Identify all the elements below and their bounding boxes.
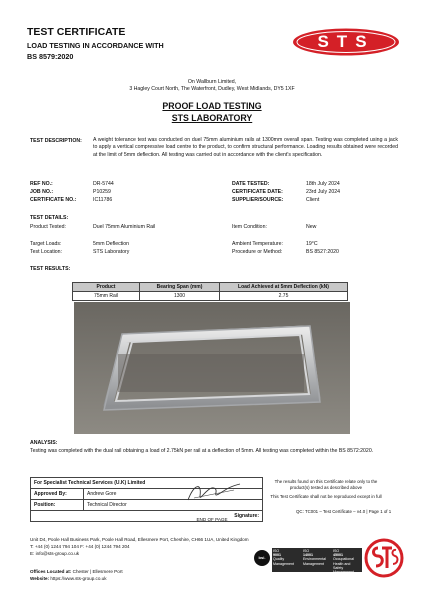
footer-offices [30,568,123,576]
iso-45001-label: ISO [333,549,340,553]
cert-no-value: IC11786 [93,197,113,203]
footer-address: Unit D4, Poole Hall Business Park, Poole Hall Road, Ellesmere Port, Cheshire, CH66 1UA, United Kingdom [30,537,249,542]
procedure-value: BS 8527:2020 [306,249,339,255]
standard-reference: BS 8579:2020 [27,52,74,61]
approved-label: Approved By: [31,489,84,500]
supplier-value: Client [306,197,320,203]
date-tested-label: DATE TESTED: [232,181,270,187]
cell-load: 2.75 [220,292,348,301]
client-address: 3 Hagley Court North, The Waterfront, Dudley, West Midlands, DY5 1XF [129,86,295,92]
footer-website [30,576,107,581]
note-line-3: This Test Certificate shall not be reproduced except in full [270,494,382,499]
end-of-page: END OF PAGE [196,517,228,522]
signature-image [184,478,244,508]
note-line-1: The results found on this Certificate relate only to the [274,479,378,484]
analysis-label: ANALYSIS: [30,440,58,446]
iso-9001-code: 9001 [273,553,281,558]
certificate-title: TEST CERTIFICATE [27,26,126,38]
sts-logo [292,28,400,56]
location-value: STS Laboratory [93,249,130,255]
date-tested-value: 18th July 2024 [306,181,340,187]
bsi-badge-icon [254,550,270,566]
signature-label: Signature: [31,511,263,522]
iso-14001-code: 14001 [303,553,313,558]
table-row [73,292,348,301]
ref-value: DR-5744 [93,181,114,187]
cell-product: 75mm Rail [73,292,140,301]
signoff-notes [255,479,397,500]
note-line-2: product(s) tested as described above [289,485,363,490]
footer-phone: T: +44 (0) 1244 794 104 F: +44 (0) 1244 794 204 [30,544,130,549]
certificate-subtitle: LOAD TESTING IN ACCORDANCE WITH [27,41,164,50]
cert-date-value: 23rd July 2024 [306,189,341,195]
iso-9001-label: ISO [273,549,280,553]
iso-14001-desc: Environmental Management [303,557,326,566]
results-header-row [73,283,348,292]
heading-proof-load: PROOF LOAD TESTING [162,101,262,111]
col-product: Product [73,283,140,292]
offices-value: Chester | Ellesmere Port [72,569,123,574]
iso-45001-desc: Occupational Health and Safety Management [333,557,354,575]
test-photo [74,302,350,434]
details-label: TEST DETAILS: [30,215,69,221]
approved-value: Andrew Gore [84,489,263,500]
signoff-company: For Specialist Technical Services (U.K) Limited [31,478,263,489]
ambient-value: 19°C [306,241,318,247]
iso-45001-badge [332,548,362,575]
iso-14001-badge [302,548,332,572]
product-value: Duel 75mm Aluminium Rail [93,224,156,230]
procedure-label: Procedure or Method: [232,249,283,255]
iso-9001-badge [272,548,302,572]
cert-date-label: CERTIFICATE DATE: [232,189,283,195]
col-load: Load Achieved at 5mm Deflection (kN) [220,283,348,292]
cell-span: 1300 [140,292,220,301]
iso-9001-desc: Quality Management [273,557,294,566]
job-value: P10259 [93,189,111,195]
analysis-text: Testing was completed with the dual rail obtaining a load of 2.75kN per rail at a deflection of 5mm. All testing was completed within the BS 8572:2020. [30,448,374,454]
position-label: Position: [31,500,84,511]
cert-no-label: CERTIFICATE NO.: [30,197,77,203]
results-table [72,282,348,301]
footer-email: E: info@sts-group.co.uk [30,551,80,556]
target-label: Target Loads: [30,241,62,247]
condition-label: Item Condition: [232,224,267,230]
product-label: Product Tested: [30,224,66,230]
description-label: TEST DESCRIPTION: [30,138,82,144]
ref-label: REF NO.: [30,181,53,187]
position-value: Technical Director [84,500,263,511]
website-value[interactable]: https://www.sts-group.co.uk [50,576,107,581]
location-label: Test Location: [30,249,63,255]
client-name: On Wallburn Limited, [187,79,237,85]
heading-laboratory: STS LABORATORY [171,113,253,123]
document-reference: QC: TC001 – Test Certificate – v4.0 | Page 1 of 1 [296,509,392,514]
website-label: Website: [30,576,50,581]
results-label: TEST RESULTS: [30,266,71,272]
condition-value: New [306,224,317,230]
footer-contact [30,536,249,557]
bsi-badge-text: bsi. [258,555,266,560]
offices-label: Offices Located at: [30,569,72,574]
iso-14001-label: ISO [303,549,310,553]
ambient-label: Ambient Temperature: [232,241,283,247]
iso-45001-code: 45001 [333,553,343,558]
job-label: JOB NO.: [30,189,54,195]
col-span: Bearing Span (mm) [140,283,220,292]
description-text: A weight tolerance test was conducted on duel 75mm aluminium rails at 1300mm overall span. Testing was completed using a jack to apply a vertical compressive load centre to the product, to confirm structural performance. Loading results obtained were recorded at the limit of 5mm deflection. All testing was carried out in accordance with the client's specification. [93,137,398,158]
sts-logo-text: STS [317,32,375,51]
target-value: 5mm Deflection [93,241,130,247]
sts-roundel-logo [364,536,404,580]
supplier-label: SUPPLIER/SOURCE: [232,197,284,203]
